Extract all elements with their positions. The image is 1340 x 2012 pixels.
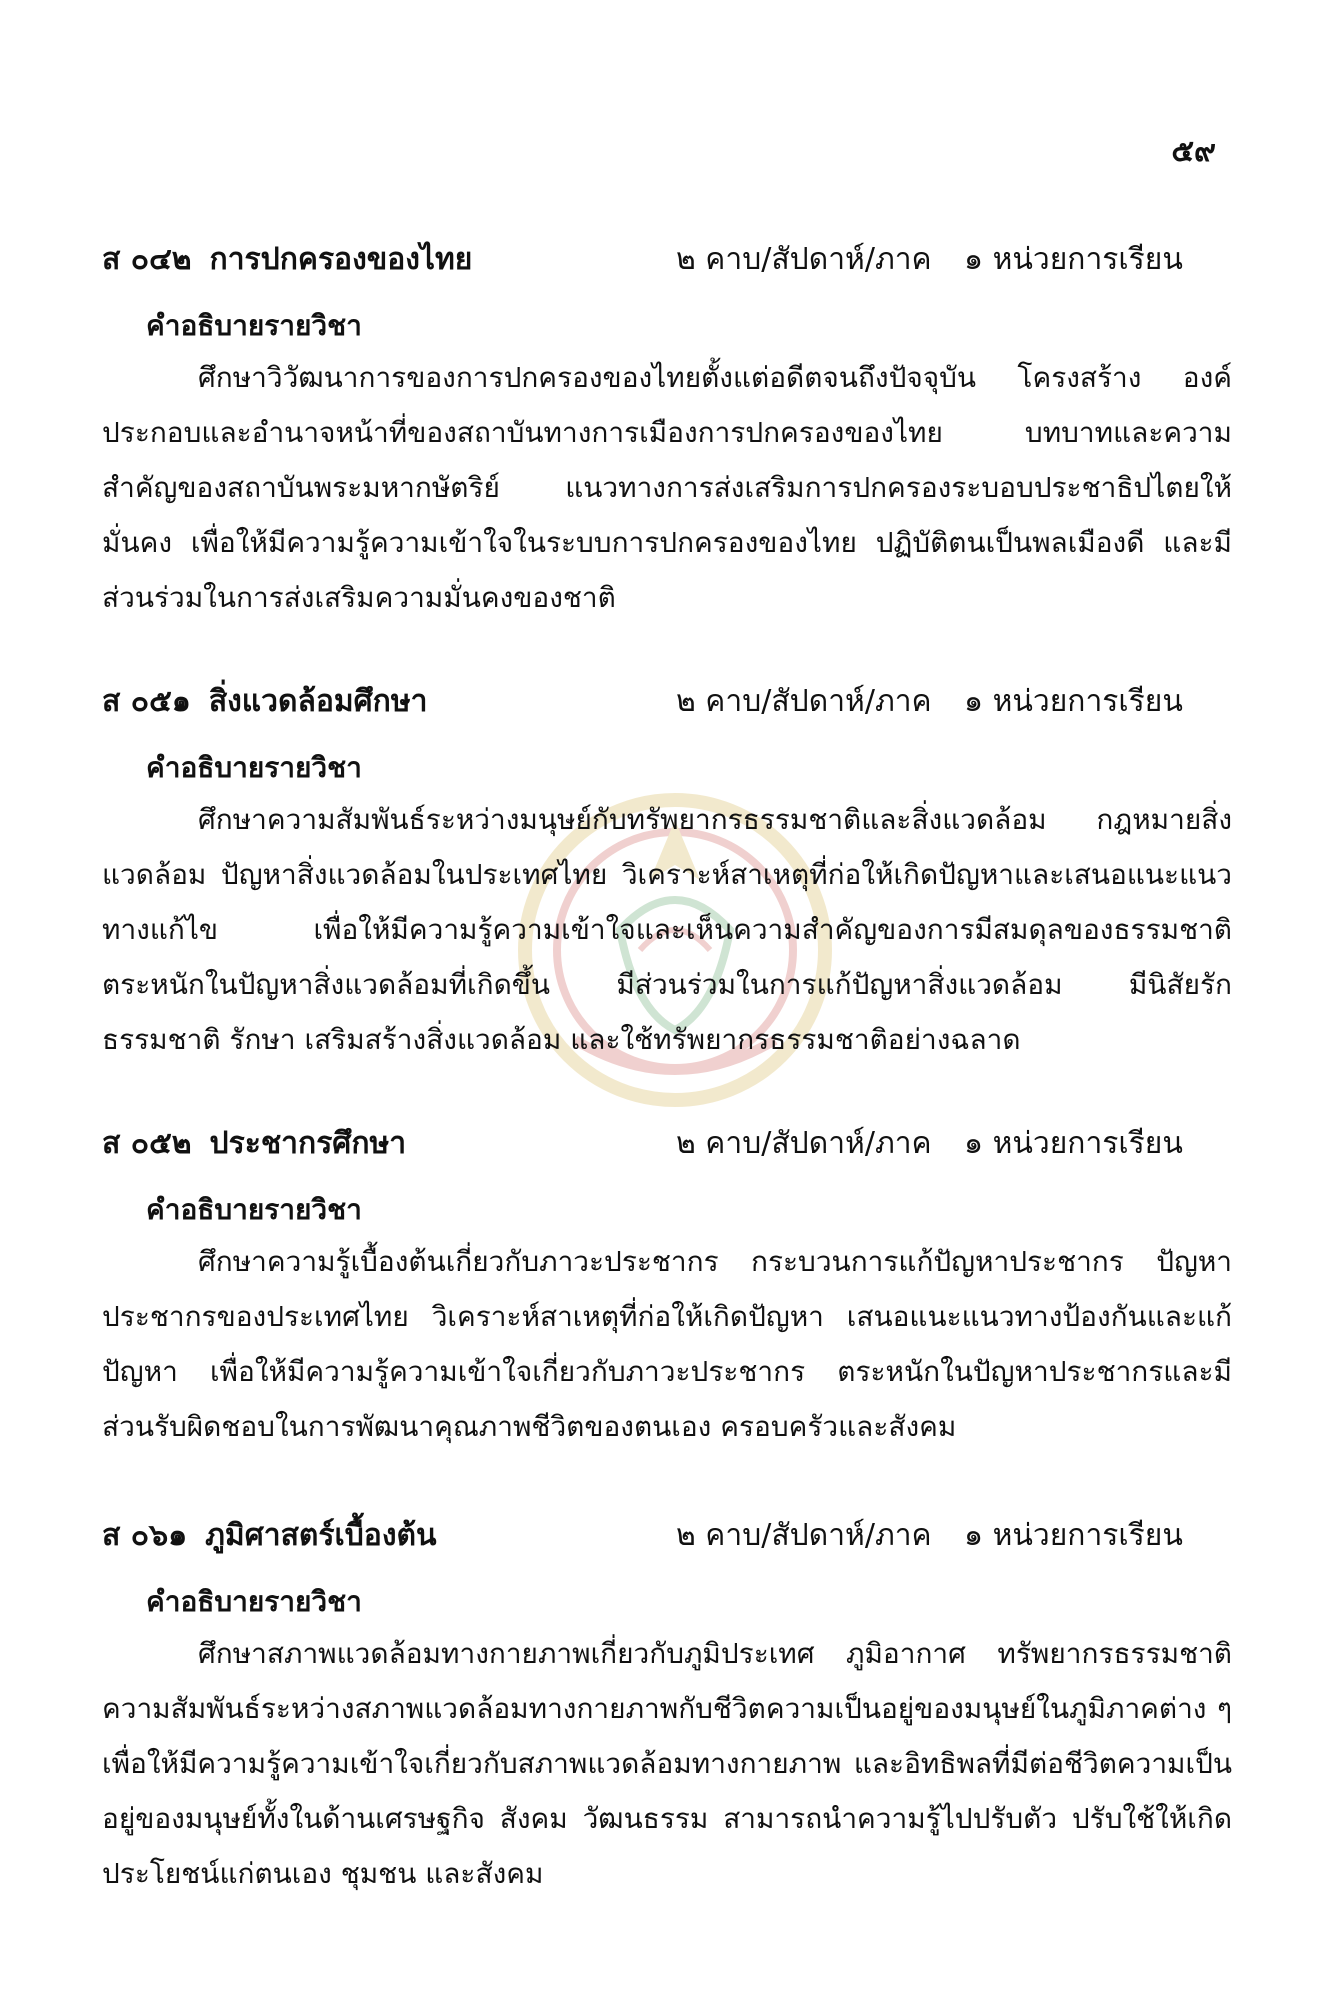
course-description: ศึกษาวิวัฒนาการของการปกครองของไทยตั้งแต่อดีตจนถึงปัจจุบัน โครงสร้าง องค์ประกอบและอำนาจหน้าที่ของสถาบันทางการเมืองการปกครองของไทย บทบาทและความสำคัญของสถาบันพระมหากษัตริย์ แนวทางการส่งเสริมการปกครองระบอบประชาธิปไตยให้มั่นคง เพื่อให้มีความรู้ความเข้าใจในระบบการปกครองของไทย ปฏิบัติตนเป็นพลเมืองดี และมีส่วนร่วมในการส่งเสริมความมั่นคงของชาติ bbox=[102, 361, 1232, 614]
course-code: ส ๐๖๑ bbox=[102, 1518, 188, 1553]
description-label: คำอธิบายรายวิชา bbox=[146, 1585, 362, 1618]
course-title: ภูมิศาสตร์เบื้องต้น bbox=[205, 1518, 437, 1553]
course-header bbox=[102, 228, 1232, 288]
course-hours: ๒ คาบ/สัปดาห์/ภาค bbox=[676, 1518, 932, 1553]
course-title: การปกครองของไทย bbox=[209, 242, 473, 277]
course-title: ประชากรศึกษา bbox=[209, 1126, 407, 1161]
course-code: ส ๐๕๑ bbox=[102, 684, 191, 719]
course-section-4 bbox=[102, 1504, 1232, 1901]
course-code-title bbox=[102, 678, 427, 725]
course-hours: ๒ คาบ/สัปดาห์/ภาค bbox=[676, 1126, 932, 1161]
course-hours: ๒ คาบ/สัปดาห์/ภาค bbox=[676, 242, 932, 277]
course-code: ส ๐๔๒ bbox=[102, 242, 192, 277]
course-description: ศึกษาความรู้เบื้องต้นเกี่ยวกับภาวะประชากร กระบวนการแก้ปัญหาประชากร ปัญหาประชากรของประเทศไทย วิเคราะห์สาเหตุที่ก่อให้เกิดปัญหา เสนอแนะแนวทางป้องกันและแก้ปัญหา เพื่อให้มีความรู้ความเข้าใจเกี่ยวกับภาวะประชากร ตระหนักในปัญหาประชากรและมีส่วนรับผิดชอบในการพัฒนาคุณภาพชีวิตของตนเอง ครอบครัวและสังคม bbox=[102, 1245, 1232, 1443]
page-number: ๕๙ bbox=[1171, 134, 1216, 169]
course-title: สิ่งแวดล้อมศึกษา bbox=[208, 684, 428, 719]
course-description: ศึกษาสภาพแวดล้อมทางกายภาพเกี่ยวกับภูมิประเทศ ภูมิอากาศ ทรัพยากรธรรมชาติ ความสัมพันธ์ระหว่างสภาพแวดล้อมทางกายภาพกับชีวิตความเป็นอยู่ของมนุษย์ในภูมิภาคต่าง ๆ เพื่อให้มีความรู้ความเข้าใจเกี่ยวกับสภาพแวดล้อมทางกายภาพ และอิทธิพลที่มีต่อชีวิตความเป็นอยู่ของมนุษย์ทั้งในด้านเศรษฐกิจ สังคม วัฒนธรรม สามารถนำความรู้ไปปรับตัว ปรับใช้ให้เกิดประโยชน์แก่ตนเอง ชุมชน และสังคม bbox=[102, 1637, 1232, 1890]
course-credit: ๑ หน่วยการเรียน bbox=[964, 242, 1183, 277]
description-label: คำอธิบายรายวิชา bbox=[146, 309, 362, 342]
course-code: ส ๐๕๒ bbox=[102, 1126, 192, 1161]
course-description: ศึกษาความสัมพันธ์ระหว่างมนุษย์กับทรัพยากรธรรมชาติและสิ่งแวดล้อม กฎหมายสิ่งแวดล้อม ปัญหาสิ่งแวดล้อมในประเทศไทย วิเคราะห์สาเหตุที่ก่อให้เกิดปัญหาและเสนอแนะแนวทางแก้ไข เพื่อให้มีความรู้ความเข้าใจและเห็นความสำคัญของการมีสมดุลของธรรมชาติ ตระหนักในปัญหาสิ่งแวดล้อมที่เกิดขึ้น มีส่วนร่วมในการแก้ปัญหาสิ่งแวดล้อม มีนิสัยรักธรรมชาติ รักษา เสริมสร้างสิ่งแวดล้อม และใช้ทรัพยากรธรรมชาติอย่างฉลาด bbox=[102, 803, 1232, 1056]
course-credit: ๑ หน่วยการเรียน bbox=[964, 1126, 1183, 1161]
course-hours: ๒ คาบ/สัปดาห์/ภาค bbox=[676, 684, 932, 719]
course-header bbox=[102, 1504, 1232, 1564]
course-code-title bbox=[102, 1512, 436, 1559]
description-label: คำอธิบายรายวิชา bbox=[146, 1193, 362, 1226]
course-section-2 bbox=[102, 670, 1232, 1067]
course-section-3 bbox=[102, 1112, 1232, 1454]
course-credit: ๑ หน่วยการเรียน bbox=[964, 1518, 1183, 1553]
description-label: คำอธิบายรายวิชา bbox=[146, 751, 362, 784]
course-section-1 bbox=[102, 228, 1232, 625]
course-header bbox=[102, 670, 1232, 730]
course-code-title bbox=[102, 236, 472, 283]
course-header bbox=[102, 1112, 1232, 1172]
course-code-title bbox=[102, 1120, 406, 1167]
course-credit: ๑ หน่วยการเรียน bbox=[964, 684, 1183, 719]
